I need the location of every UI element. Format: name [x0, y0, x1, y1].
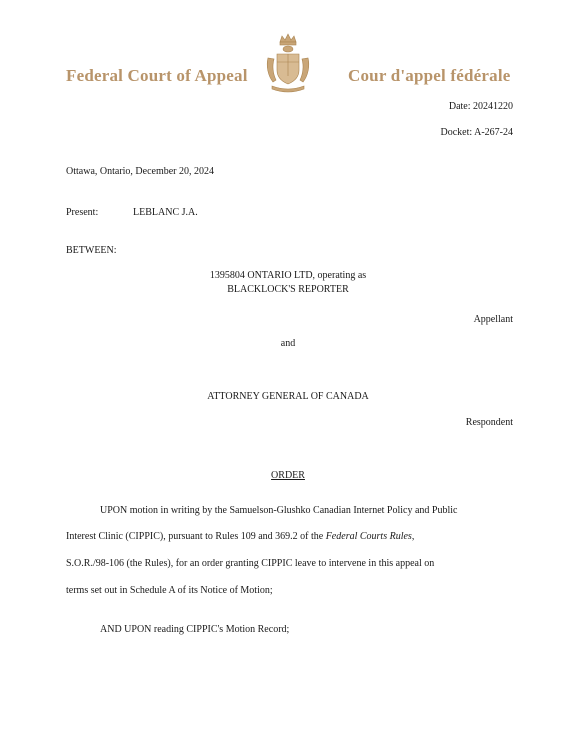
docket-number: Docket: A-267-24	[440, 127, 513, 138]
respondent-name: ATTORNEY GENERAL OF CANADA	[207, 391, 369, 402]
presiding-judge: LEBLANC J.A.	[133, 207, 198, 218]
paragraph-1-line-2	[66, 531, 514, 542]
appellant-name-line1: 1395804 ONTARIO LTD, operating as	[209, 270, 367, 281]
place-and-date: Ottawa, Ontario, December 20, 2024	[66, 166, 215, 177]
decision-date: Date: 20241220	[448, 101, 513, 112]
paragraph-1-line-2-text: Interest Clinic (CIPPIC), pursuant to Rules 109 and 369.2 of the	[66, 531, 326, 542]
order-title-text: ORDER	[271, 470, 305, 481]
canada-coat-of-arms-icon	[262, 32, 314, 96]
present-label: Present:	[66, 207, 99, 218]
paragraph-1-line-3: S.O.R./98-106 (the Rules), for an order granting CIPPIC leave to intervene in this appeal on	[66, 558, 435, 569]
paragraph-1-line-4: terms set out in Schedule A of its Notice of Motion;	[66, 585, 273, 596]
and-separator: and	[280, 338, 296, 349]
paragraph-1-line-2-end: ,	[411, 531, 415, 542]
appellant-role: Appellant	[473, 314, 513, 325]
court-name-english: Federal Court of Appeal	[66, 66, 248, 85]
federal-courts-rules-citation: Federal Courts Rules	[325, 531, 412, 542]
court-name-french: Cour d'appel fédérale	[348, 66, 511, 85]
appellant-name-line2: BLACKLOCK'S REPORTER	[227, 284, 349, 295]
respondent-role: Respondent	[465, 417, 513, 428]
paragraph-1-line-1: UPON motion in writing by the Samuelson-Glushko Canadian Internet Policy and Public	[100, 505, 458, 516]
between-label: BETWEEN:	[66, 245, 117, 256]
paragraph-2: AND UPON reading CIPPIC's Motion Record;	[100, 624, 290, 635]
order-title	[0, 470, 576, 481]
